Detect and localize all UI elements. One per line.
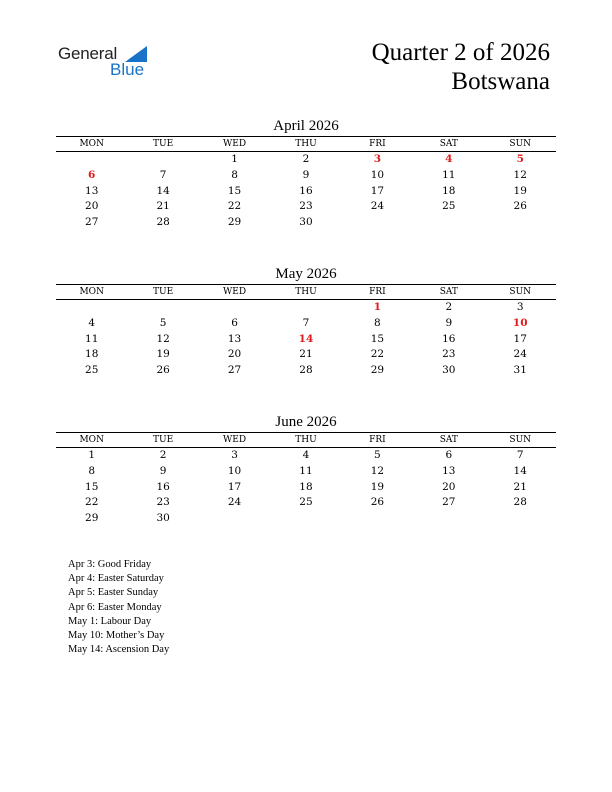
weekday-label: THU bbox=[295, 435, 317, 445]
day-cell: 20 bbox=[85, 200, 99, 213]
day-cell: 3 bbox=[516, 301, 524, 313]
week-row bbox=[56, 316, 556, 332]
day-cell: 15 bbox=[227, 184, 242, 197]
weekday-label: SUN bbox=[509, 139, 532, 149]
day-cell: 27 bbox=[227, 364, 242, 377]
weekday-label: SUN bbox=[509, 287, 532, 297]
day-cell: 9 bbox=[159, 464, 167, 477]
weekday-label: MON bbox=[79, 287, 104, 297]
day-cell: 2 bbox=[302, 153, 310, 165]
day-cell: 26 bbox=[156, 364, 170, 377]
day-cell: 2 bbox=[445, 301, 453, 313]
weekday-label: FRI bbox=[369, 435, 386, 445]
logo-text-general: General bbox=[58, 44, 118, 63]
month-title: June 2026 bbox=[275, 414, 337, 430]
day-cell: 25 bbox=[299, 496, 313, 509]
day-cell: 6 bbox=[88, 168, 96, 181]
day-cell: 28 bbox=[156, 216, 170, 229]
empty-day-cell bbox=[413, 215, 484, 231]
day-cell: 29 bbox=[85, 512, 99, 525]
day-cell: 28 bbox=[513, 496, 527, 509]
day-cell: 1 bbox=[231, 153, 238, 165]
logo-text-blue: Blue bbox=[110, 60, 145, 79]
day-cell: 27 bbox=[442, 496, 456, 509]
day-cell: 27 bbox=[85, 216, 99, 229]
page-title bbox=[372, 38, 550, 96]
week-row bbox=[56, 464, 556, 480]
day-cell: 14 bbox=[298, 332, 314, 345]
weekday-header-row bbox=[56, 432, 556, 448]
empty-day-cell bbox=[127, 152, 198, 168]
weekday-label: WED bbox=[223, 139, 247, 149]
weekday-label: SAT bbox=[439, 435, 458, 445]
day-cell: 22 bbox=[85, 496, 99, 509]
day-cell: 14 bbox=[513, 464, 527, 477]
weekday-label: WED bbox=[223, 435, 247, 445]
day-cell: 5 bbox=[516, 153, 524, 165]
holiday-item: May 1: Labour Day bbox=[68, 615, 152, 627]
day-cell: 4 bbox=[445, 153, 453, 165]
week-row bbox=[56, 347, 556, 363]
day-cell: 5 bbox=[374, 449, 381, 461]
week-row bbox=[56, 215, 556, 231]
day-cell: 26 bbox=[513, 200, 527, 213]
week-row bbox=[56, 300, 556, 316]
empty-day-cell bbox=[199, 511, 270, 527]
day-cell: 10 bbox=[227, 464, 242, 477]
day-cell: 12 bbox=[156, 332, 170, 345]
week-row bbox=[56, 152, 556, 168]
day-cell: 18 bbox=[299, 480, 313, 493]
day-cell: 22 bbox=[370, 348, 385, 361]
day-cell: 29 bbox=[370, 364, 385, 377]
title-country: Botswana bbox=[451, 68, 550, 95]
week-row bbox=[56, 168, 556, 184]
day-cell: 30 bbox=[299, 216, 313, 229]
weekday-label: FRI bbox=[369, 139, 386, 149]
month-calendar bbox=[56, 264, 556, 379]
day-cell: 10 bbox=[370, 168, 385, 181]
holiday-item: Apr 3: Good Friday bbox=[68, 559, 152, 570]
brand-logo bbox=[58, 44, 158, 84]
day-cell: 6 bbox=[231, 316, 238, 329]
day-cell: 19 bbox=[513, 184, 527, 197]
week-row bbox=[56, 495, 556, 511]
month-calendar bbox=[56, 412, 556, 527]
day-cell: 4 bbox=[302, 449, 310, 461]
day-cell: 30 bbox=[156, 512, 170, 525]
day-cell: 8 bbox=[88, 464, 96, 477]
day-cell: 16 bbox=[442, 332, 456, 345]
empty-day-cell bbox=[270, 300, 341, 316]
weekday-label: MON bbox=[79, 139, 104, 149]
empty-day-cell bbox=[342, 511, 413, 527]
weekday-label: SAT bbox=[439, 139, 458, 149]
day-cell: 23 bbox=[299, 200, 313, 213]
day-cell: 18 bbox=[85, 348, 99, 361]
month-title: April 2026 bbox=[273, 118, 339, 134]
day-cell: 12 bbox=[370, 464, 385, 477]
holiday-item: May 14: Ascension Day bbox=[68, 644, 170, 656]
day-cell: 4 bbox=[88, 316, 96, 329]
day-cell: 23 bbox=[156, 496, 170, 509]
day-cell: 25 bbox=[442, 200, 456, 213]
weekday-header-row bbox=[56, 136, 556, 152]
day-cell: 15 bbox=[370, 332, 385, 345]
day-cell: 11 bbox=[299, 464, 313, 477]
weekday-label: FRI bbox=[369, 287, 386, 297]
day-cell: 20 bbox=[442, 480, 456, 493]
day-cell: 23 bbox=[442, 348, 456, 361]
day-cell: 25 bbox=[85, 364, 99, 377]
day-cell: 11 bbox=[85, 332, 99, 345]
day-cell: 17 bbox=[370, 184, 385, 197]
day-cell: 11 bbox=[442, 168, 456, 181]
week-row bbox=[56, 332, 556, 348]
weekday-label: TUE bbox=[153, 435, 174, 445]
day-cell: 8 bbox=[374, 316, 381, 329]
day-cell: 24 bbox=[513, 348, 527, 361]
holiday-item: Apr 4: Easter Saturday bbox=[68, 573, 164, 585]
day-cell: 17 bbox=[227, 480, 242, 493]
day-cell: 31 bbox=[513, 364, 527, 377]
title-quarter: Quarter 2 of 2026 bbox=[371, 39, 550, 66]
day-cell: 3 bbox=[231, 449, 238, 461]
empty-day-cell bbox=[127, 300, 198, 316]
day-cell: 30 bbox=[442, 364, 456, 377]
day-cell: 29 bbox=[227, 216, 242, 229]
day-cell: 18 bbox=[442, 184, 456, 197]
day-cell: 10 bbox=[512, 316, 528, 329]
empty-day-cell bbox=[56, 300, 127, 316]
day-cell: 17 bbox=[513, 332, 527, 345]
holiday-item: May 10: Mother’s Day bbox=[68, 630, 165, 642]
day-cell: 24 bbox=[227, 496, 242, 509]
day-cell: 15 bbox=[85, 480, 99, 493]
holiday-item: Apr 6: Easter Monday bbox=[68, 601, 162, 613]
week-row bbox=[56, 448, 556, 464]
day-cell: 26 bbox=[370, 496, 385, 509]
day-cell: 6 bbox=[445, 449, 453, 461]
day-cell: 16 bbox=[299, 184, 313, 197]
day-cell: 22 bbox=[227, 200, 242, 213]
holiday-list bbox=[68, 558, 169, 657]
weekday-label: TUE bbox=[153, 139, 174, 149]
day-cell: 24 bbox=[370, 200, 385, 213]
day-cell: 21 bbox=[156, 200, 170, 213]
empty-day-cell bbox=[485, 511, 556, 527]
week-row bbox=[56, 511, 556, 527]
month-calendar bbox=[56, 116, 556, 231]
week-row bbox=[56, 363, 556, 379]
holiday-item: Apr 5: Easter Sunday bbox=[68, 587, 159, 599]
day-cell: 9 bbox=[445, 316, 453, 329]
day-cell: 13 bbox=[442, 464, 456, 477]
day-cell: 1 bbox=[88, 449, 96, 461]
day-cell: 8 bbox=[231, 168, 238, 181]
weekday-label: THU bbox=[295, 139, 317, 149]
day-cell: 21 bbox=[299, 348, 313, 361]
day-cell: 19 bbox=[156, 348, 170, 361]
empty-day-cell bbox=[413, 511, 484, 527]
day-cell: 28 bbox=[299, 364, 313, 377]
day-cell: 5 bbox=[159, 316, 167, 329]
weekday-label: WED bbox=[223, 287, 247, 297]
weekday-header-row bbox=[56, 284, 556, 300]
day-cell: 1 bbox=[373, 301, 382, 313]
day-cell: 7 bbox=[302, 316, 310, 329]
weekday-label: MON bbox=[79, 435, 104, 445]
week-row bbox=[56, 199, 556, 215]
day-cell: 2 bbox=[159, 449, 167, 461]
day-cell: 14 bbox=[156, 184, 170, 197]
day-cell: 16 bbox=[156, 480, 170, 493]
empty-day-cell bbox=[342, 215, 413, 231]
weekday-label: TUE bbox=[153, 287, 174, 297]
month-title: May 2026 bbox=[275, 266, 337, 282]
day-cell: 20 bbox=[227, 348, 242, 361]
day-cell: 13 bbox=[85, 184, 99, 197]
weekday-label: SUN bbox=[509, 435, 532, 445]
day-cell: 12 bbox=[513, 168, 527, 181]
empty-day-cell bbox=[199, 300, 270, 316]
weekday-label: SAT bbox=[439, 287, 458, 297]
weekday-label: THU bbox=[295, 287, 317, 297]
empty-day-cell bbox=[270, 511, 341, 527]
empty-day-cell bbox=[485, 215, 556, 231]
day-cell: 3 bbox=[373, 153, 382, 165]
day-cell: 19 bbox=[370, 480, 385, 493]
day-cell: 9 bbox=[302, 168, 310, 181]
day-cell: 7 bbox=[516, 449, 524, 461]
day-cell: 7 bbox=[159, 168, 167, 181]
day-cell: 21 bbox=[513, 480, 527, 493]
day-cell: 13 bbox=[227, 332, 242, 345]
week-row bbox=[56, 480, 556, 496]
empty-day-cell bbox=[56, 152, 127, 168]
week-row bbox=[56, 184, 556, 200]
